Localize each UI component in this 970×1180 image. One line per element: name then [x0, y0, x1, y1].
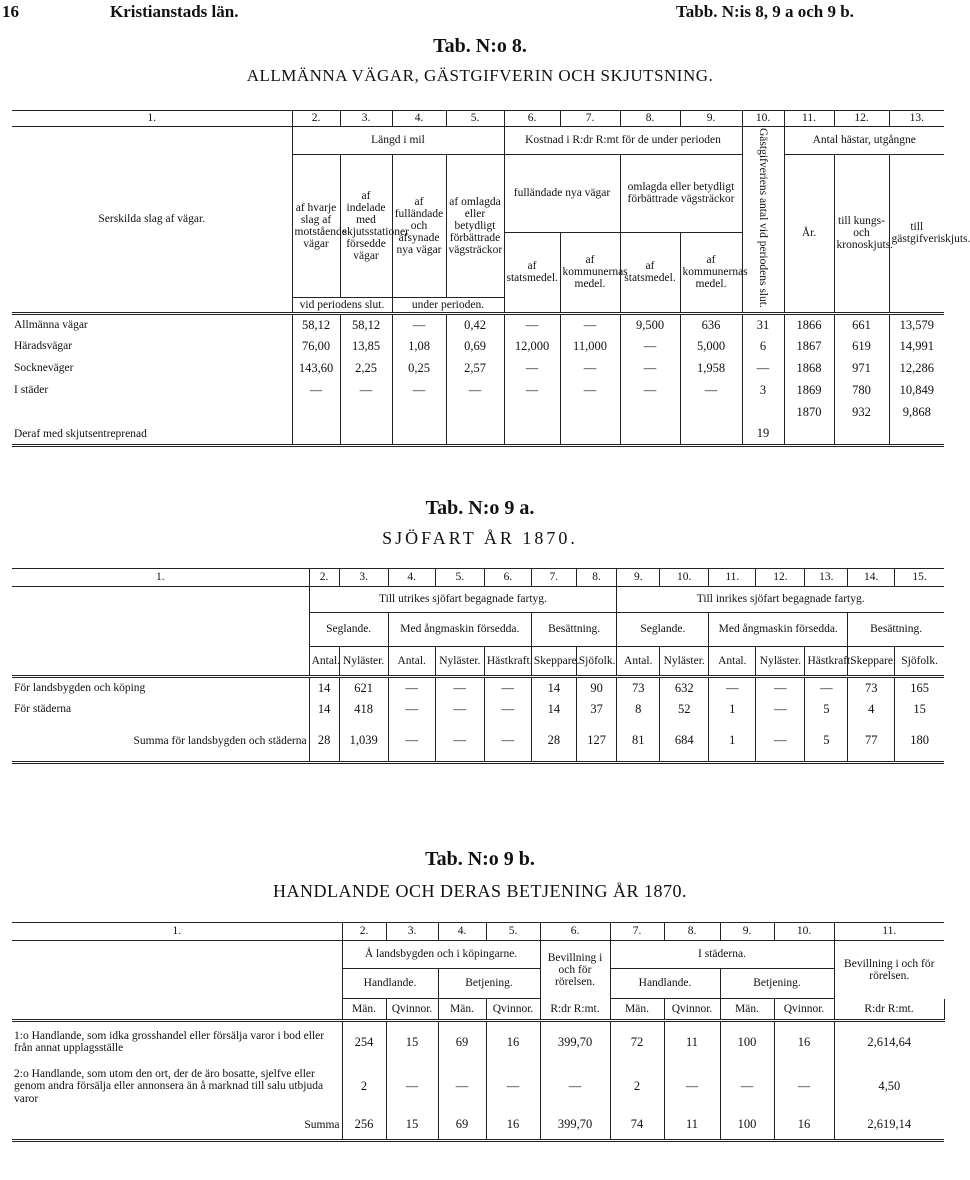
t9b-header-town: I städerna. [610, 941, 834, 969]
cell-value: 58,12 [292, 313, 340, 335]
cell-value: — [742, 357, 784, 379]
cell-value: — [504, 379, 560, 401]
cell-value: 1866 [784, 313, 834, 335]
cell-value: 1868 [784, 357, 834, 379]
t9a-title: Tab. N:o 9 a. [425, 497, 535, 519]
cell-value: — [340, 379, 392, 401]
cell-value: — [756, 721, 805, 763]
t9b-header-wom: Qvinnor. [486, 999, 540, 1021]
t9a-colnum: 4. [388, 569, 435, 587]
cell-value: 19 [742, 423, 784, 445]
cell-value [620, 401, 680, 423]
t9a-colnum: 5. [435, 569, 484, 587]
county-name: Kristianstads län. [110, 2, 239, 21]
t9b-header-man: Män. [342, 999, 386, 1021]
cell-value: 399,70 [540, 1111, 610, 1141]
cell-value: — [620, 379, 680, 401]
t9b-header-traders: Handlande. [610, 969, 720, 999]
cell-value: 15 [386, 1021, 438, 1063]
t8-colnum: 7. [560, 111, 620, 127]
t8-colnum: 13. [909, 112, 924, 125]
cell-value: — [774, 1063, 834, 1111]
t9a-header-hp: Hästkraft. [484, 647, 531, 677]
cell-value: 77 [848, 721, 895, 763]
t8-colnum: 5. [446, 111, 504, 127]
t9a-subtitle: SJÖFART ÅR 1870. [382, 528, 578, 548]
table-9b-traders [12, 922, 945, 1142]
t8-header-new: fulländade nya vägar [504, 155, 620, 233]
t9b-header-tax: Bevillning i och för rörelsen. [540, 941, 610, 999]
cell-value: 661 [834, 313, 889, 335]
t9b-header-rural: Å landsbygden och i köpingarne. [342, 941, 540, 969]
cell-value: — [620, 357, 680, 379]
t8-table-row [12, 357, 944, 379]
cell-value [560, 401, 620, 423]
t9b-colnum: 11. [882, 925, 897, 938]
cell-value: 28 [309, 721, 339, 763]
cell-value: 9,500 [620, 313, 680, 335]
t8-header-mun: af kommunernas medel. [560, 232, 620, 313]
t8-header-c3: af indelade med skjutsstationer försedde vägar [340, 155, 392, 298]
t8-colnum: 12. [834, 111, 889, 127]
t9a-colnum: 2. [309, 569, 339, 587]
cell-value: — [664, 1063, 720, 1111]
t9a-header-steam: Med ångmaskin försedda. [388, 613, 531, 647]
t9a-colnum: 7. [531, 569, 576, 587]
cell-value: 14 [309, 699, 339, 721]
cell-value: 632 [660, 677, 709, 699]
cell-value: 0,25 [392, 357, 446, 379]
t9b-colnum: 6. [540, 923, 610, 941]
cell-value [504, 423, 560, 445]
t8-header-c12: till kungs- och kronoskjuts. [834, 155, 889, 314]
t9a-header-nylast: Nyläster. [756, 647, 805, 677]
cell-value: — [435, 721, 484, 763]
cell-value: 16 [774, 1021, 834, 1063]
t9b-header-tax: Bevillning i och för rörelsen. [844, 957, 935, 982]
cell-value: 81 [617, 721, 660, 763]
cell-value: 2,614,64 [867, 1034, 912, 1049]
cell-value: 4 [848, 699, 895, 721]
row-label: För landsbygden och köping [12, 677, 309, 699]
cell-value: 5 [805, 721, 848, 763]
t9a-header-skep: Skeppare. [848, 647, 895, 677]
t9b-header-rdr: R:dr R:mt. [834, 999, 944, 1021]
table-9a-shipping [12, 568, 944, 764]
cell-value [889, 423, 944, 445]
cell-value: 16 [774, 1111, 834, 1141]
cell-value: — [680, 379, 742, 401]
t8-colnum: 10. [742, 111, 784, 127]
cell-value: — [484, 721, 531, 763]
row-label: Sockneväger [12, 357, 292, 379]
t8-table-row [12, 335, 944, 357]
t8-table-row [12, 401, 944, 423]
t9b-header-man: Män. [720, 999, 774, 1021]
cell-value: — [486, 1063, 540, 1111]
t8-header-kind: Serskilda slag af vägar. [12, 127, 292, 314]
page-number: 16 [2, 2, 19, 21]
t9b-colnum: 9. [720, 923, 774, 941]
cell-value: — [504, 313, 560, 335]
t9a-header-count: Antal. [617, 647, 660, 677]
cell-value [504, 401, 560, 423]
cell-value [392, 401, 446, 423]
cell-value [340, 401, 392, 423]
cell-value: — [620, 335, 680, 357]
cell-value: 16 [486, 1111, 540, 1141]
t9b-colnum: 1. [12, 923, 342, 941]
t9b-header-staff: Betjening. [438, 969, 540, 999]
t9a-header-count: Antal. [388, 647, 435, 677]
cell-value: 180 [910, 733, 929, 748]
t8-colnum: 4. [392, 111, 446, 127]
t9b-header-wom: Qvinnor. [386, 999, 438, 1021]
t9a-header-nylast: Nyläster. [435, 647, 484, 677]
cell-value: 780 [834, 379, 889, 401]
t8-colnum: 2. [292, 111, 340, 127]
row-label: Deraf med skjutsentreprenad [12, 423, 292, 445]
row-label: Summa [12, 1111, 342, 1141]
cell-value: 256 [342, 1111, 386, 1141]
cell-value: 2,57 [446, 357, 504, 379]
t8-header-c4: af fulländade och afsynade nya vägar [392, 155, 446, 298]
cell-value: 14 [531, 699, 576, 721]
cell-value: 11,000 [560, 335, 620, 357]
tables-reference: Tabb. N:is 8, 9 a och 9 b. [676, 2, 854, 21]
row-label: Häradsvägar [12, 335, 292, 357]
row-label: Summa för landsbygden och städerna [12, 721, 309, 763]
cell-value [784, 423, 834, 445]
cell-value: 8 [617, 699, 660, 721]
t9a-header-domestic: Till inrikes sjöfart begagnade fartyg. [617, 587, 944, 613]
cell-value: — [560, 357, 620, 379]
row-label [12, 401, 292, 423]
t9a-colnum: 3. [339, 569, 388, 587]
cell-value: — [560, 313, 620, 335]
t8-header-end: vid periodens slut. [292, 297, 392, 313]
t9b-title: Tab. N:o 9 b. [425, 848, 535, 870]
cell-value: 0,42 [446, 313, 504, 335]
cell-value: — [756, 677, 805, 699]
cell-value [292, 423, 340, 445]
t8-colnum: 1. [12, 111, 292, 127]
t8-table-row [12, 313, 944, 335]
t8-header-mun: af kommunernas medel. [680, 232, 742, 313]
cell-value: 143,60 [292, 357, 340, 379]
cell-value: 58,12 [340, 313, 392, 335]
t9a-header-nylast: Nyläster. [660, 647, 709, 677]
t9b-header-man: Män. [438, 999, 486, 1021]
t8-title: Tab. N:o 8. [433, 35, 527, 57]
t9b-colnum: 2. [342, 923, 386, 941]
cell-value: 971 [834, 357, 889, 379]
cell-value: 1,039 [339, 721, 388, 763]
t9b-table-row [12, 1021, 944, 1063]
t9a-colnum: 12. [756, 569, 805, 587]
cell-value: 100 [720, 1111, 774, 1141]
t8-header-year: År. [784, 155, 834, 314]
cell-value: 636 [680, 313, 742, 335]
t9b-colnum: 7. [610, 923, 664, 941]
cell-value: 14 [309, 677, 339, 699]
t9a-colnum: 13. [805, 569, 848, 587]
cell-value [680, 423, 742, 445]
cell-value: 37 [576, 699, 617, 721]
t8-header-state: af statsmedel. [620, 232, 680, 313]
cell-value: 31 [742, 313, 784, 335]
t9a-header-sail: Seglande. [617, 613, 709, 647]
t9a-table-row [12, 677, 944, 699]
cell-value: — [388, 677, 435, 699]
cell-value [340, 423, 392, 445]
cell-value: — [292, 379, 340, 401]
cell-value: 11 [664, 1021, 720, 1063]
cell-value: 3 [742, 379, 784, 401]
cell-value: — [805, 677, 848, 699]
t9a-colnum: 11. [709, 569, 756, 587]
t9a-header-count: Antal. [709, 647, 756, 677]
cell-value: — [709, 677, 756, 699]
cell-value: — [438, 1063, 486, 1111]
cell-value: 69 [438, 1111, 486, 1141]
t9b-header-wom: Qvinnor. [664, 999, 720, 1021]
cell-value [392, 423, 446, 445]
t9b-colnum: 4. [438, 923, 486, 941]
t8-header-state: af statsmedel. [504, 232, 560, 313]
t9a-colnum: 6. [484, 569, 531, 587]
t9b-header-rdr: R:dr R:mt. [540, 999, 610, 1021]
table-8-roads [12, 110, 970, 447]
t8-header-inns: Gästgifveriens antal vid periodens slut. [757, 128, 770, 308]
row-label: För städerna [12, 699, 309, 721]
t9a-colnum: 1. [12, 569, 309, 587]
cell-value: — [540, 1063, 610, 1111]
t8-header-cost: Kostnad i R:dr R:mt för de under perioden [504, 127, 742, 155]
cell-value: — [435, 677, 484, 699]
cell-value: 13,579 [899, 317, 934, 332]
t9a-header-crew: Besättning. [848, 613, 944, 647]
t8-colnum: 11. [784, 111, 834, 127]
cell-value [742, 401, 784, 423]
t8-colnum: 8. [620, 111, 680, 127]
t9a-colnum: 10. [660, 569, 709, 587]
cell-value: 254 [342, 1021, 386, 1063]
t9a-header-count: Antal. [309, 647, 339, 677]
cell-value: 1,958 [680, 357, 742, 379]
cell-value: 72 [610, 1021, 664, 1063]
cell-value: 932 [834, 401, 889, 423]
row-label: I städer [12, 379, 292, 401]
cell-value: 12,286 [899, 360, 934, 375]
t9b-table-row [12, 1063, 944, 1111]
cell-value: — [388, 699, 435, 721]
cell-value: 9,868 [902, 404, 931, 419]
t9b-colnum: 8. [664, 923, 720, 941]
t8-header-length: Längd i mil [292, 127, 504, 155]
cell-value: 69 [438, 1021, 486, 1063]
t8-subtitle: ALLMÄNNA VÄGAR, GÄSTGIFVERIN OCH SKJUTSNING. [246, 66, 714, 85]
row-label: 1:o Handlande, som idka grosshandel eller försälja varor i bod eller från annat upplagsställe [12, 1021, 342, 1063]
cell-value: 12,000 [504, 335, 560, 357]
t8-header-c13: till gästgifveriskjuts. [891, 221, 970, 246]
t9a-table-row [12, 699, 944, 721]
cell-value: 15 [386, 1111, 438, 1141]
cell-value: 5,000 [680, 335, 742, 357]
cell-value [834, 423, 889, 445]
t9a-table-row [12, 721, 944, 763]
cell-value: 14,991 [899, 338, 934, 353]
cell-value: 1870 [784, 401, 834, 423]
cell-value: — [386, 1063, 438, 1111]
t9b-header-traders: Handlande. [342, 969, 438, 999]
cell-value: — [435, 699, 484, 721]
t9b-colnum: 3. [386, 923, 438, 941]
cell-value: 418 [339, 699, 388, 721]
cell-value: 1 [709, 699, 756, 721]
cell-value: — [484, 699, 531, 721]
cell-value: 2,25 [340, 357, 392, 379]
t9a-header-nylast: Nyläster. [339, 647, 388, 677]
t9b-header-staff: Betjening. [720, 969, 834, 999]
cell-value: 13,85 [340, 335, 392, 357]
t9b-table-row [12, 1111, 944, 1141]
t9a-header-hp: Hästkraft. [805, 647, 848, 677]
cell-value: — [392, 379, 446, 401]
cell-value: 52 [660, 699, 709, 721]
page-header [0, 0, 960, 30]
t9b-colnum: 10. [774, 923, 834, 941]
cell-value: 14 [531, 677, 576, 699]
t9b-colnum: 5. [486, 923, 540, 941]
cell-value: 1 [709, 721, 756, 763]
cell-value: 127 [576, 721, 617, 763]
cell-value: 684 [660, 721, 709, 763]
row-label: 2:o Handlande, som utom den ort, der de äro bosatte, sjelfve eller genom andra försälja eller annonsera än å marknad till salu utbjuda varor [12, 1063, 342, 1111]
cell-value: 74 [610, 1111, 664, 1141]
t9a-header-sjo: Sjöfolk. [901, 654, 938, 667]
t9a-colnum: 9. [617, 569, 660, 587]
t9a-header-sail: Seglande. [309, 613, 388, 647]
cell-value: — [756, 699, 805, 721]
cell-value: 76,00 [292, 335, 340, 357]
t8-header-under: under perioden. [392, 297, 504, 313]
t9b-subtitle: HANDLANDE OCH DERAS BETJENING ÅR 1870. [273, 881, 687, 901]
cell-value: 90 [576, 677, 617, 699]
t8-colnum: 9. [680, 111, 742, 127]
cell-value: — [446, 379, 504, 401]
t8-header-rebuilt: omlagda eller betydligt förbättrade vägsträckor [620, 155, 742, 233]
t8-table-row [12, 379, 944, 401]
cell-value: — [484, 677, 531, 699]
t9a-header-steam: Med ångmaskin försedda. [709, 613, 848, 647]
cell-value: 16 [486, 1021, 540, 1063]
t8-header-horses: Antal hästar, utgångne [784, 127, 944, 155]
t9a-header-crew: Besättning. [531, 613, 616, 647]
cell-value: — [560, 379, 620, 401]
cell-value: 2 [610, 1063, 664, 1111]
cell-value: 1867 [784, 335, 834, 357]
cell-value: 2 [342, 1063, 386, 1111]
row-label: Allmänna vägar [12, 313, 292, 335]
cell-value: 4,50 [878, 1078, 901, 1093]
cell-value: — [388, 721, 435, 763]
cell-value: 11 [664, 1111, 720, 1141]
t9b-header-wom: Qvinnor. [774, 999, 834, 1021]
cell-value [446, 423, 504, 445]
t9b-header-man: Män. [610, 999, 664, 1021]
cell-value: 73 [617, 677, 660, 699]
t8-header-c5: af omlagda eller betydligt förbättrade vägsträckor [446, 155, 504, 298]
cell-value: 2,619,14 [867, 1117, 912, 1132]
cell-value [292, 401, 340, 423]
cell-value: 621 [339, 677, 388, 699]
t8-table-row [12, 423, 944, 445]
cell-value: 165 [910, 680, 929, 695]
cell-value: 0,69 [446, 335, 504, 357]
t9a-header-skep: Skeppare. [531, 647, 576, 677]
t8-header-c2: af hvarje slag af motstående vägar [292, 155, 340, 298]
cell-value: 10,849 [899, 382, 934, 397]
t9a-header-foreign: Till utrikes sjöfart begagnade fartyg. [309, 587, 617, 613]
t9a-colnum: 14. [848, 569, 895, 587]
cell-value: 6 [742, 335, 784, 357]
cell-value: — [720, 1063, 774, 1111]
cell-value: — [504, 357, 560, 379]
t9a-header-sjo: Sjöfolk. [576, 647, 617, 677]
cell-value [446, 401, 504, 423]
cell-value: — [392, 313, 446, 335]
cell-value: 1,08 [392, 335, 446, 357]
cell-value: 28 [531, 721, 576, 763]
cell-value: 1869 [784, 379, 834, 401]
cell-value: 15 [913, 701, 926, 716]
cell-value [680, 401, 742, 423]
cell-value [620, 423, 680, 445]
cell-value: 399,70 [540, 1021, 610, 1063]
cell-value [560, 423, 620, 445]
t8-colnum: 6. [504, 111, 560, 127]
cell-value: 73 [848, 677, 895, 699]
t9a-colnum: 8. [576, 569, 617, 587]
t9a-colnum: 15. [912, 571, 927, 584]
cell-value: 5 [805, 699, 848, 721]
cell-value: 100 [720, 1021, 774, 1063]
t8-colnum: 3. [340, 111, 392, 127]
cell-value: 619 [834, 335, 889, 357]
